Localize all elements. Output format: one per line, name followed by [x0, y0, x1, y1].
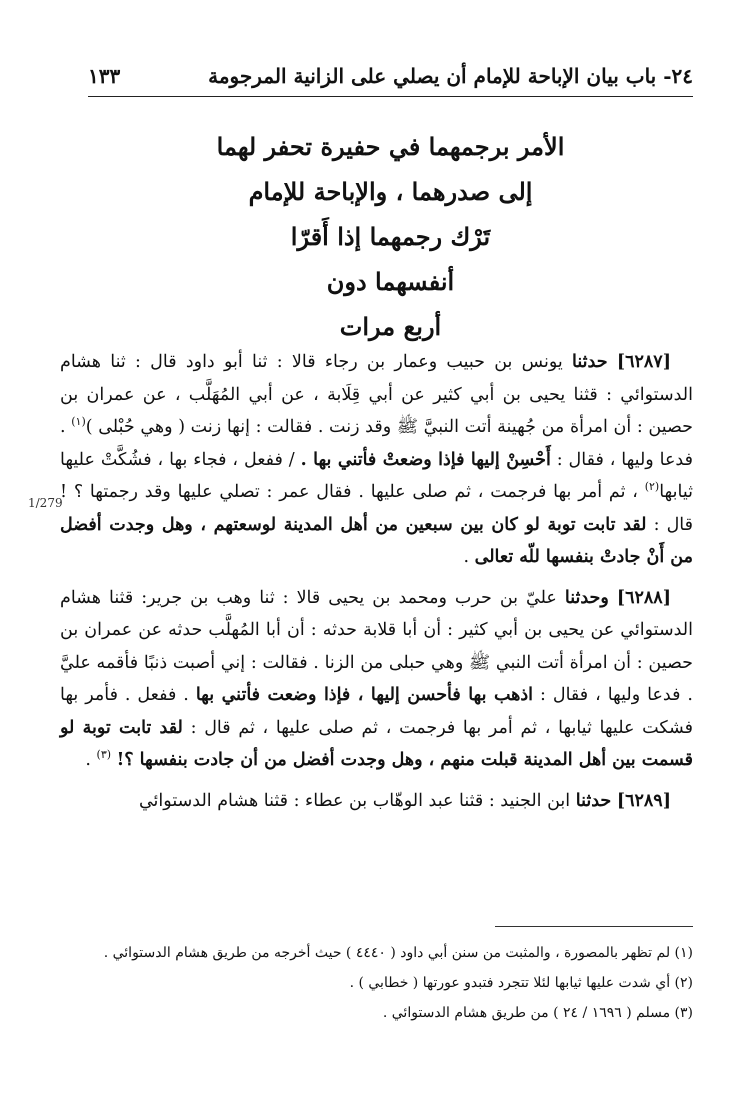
chapter-title — [88, 124, 693, 349]
hadith-text: . — [463, 547, 470, 567]
footnote: (٢) أي شدت عليها ثيابها لئلا تتجرد فتبدو عورتها ( خطابي ) . — [349, 975, 693, 991]
chapter-title-line: أربع مرات — [339, 312, 442, 341]
hadith-paragraph — [60, 346, 693, 574]
hadith-number: [٦٢٨٧] — [616, 352, 671, 372]
prophetic-saying: أَحْسِنْ إليها فإذا وضعتْ فأتني بها . — [300, 449, 551, 470]
page-number: ١٣٣ — [88, 64, 121, 88]
prophetic-saying: لقد تابت توبة لو كان بين سبعين من أهل المدينة لوسعتهم ، وهل وجدت أفضل من أَنْ جادتْ بنفسها للّه تعالى — [60, 514, 693, 567]
hadith-number: [٦٢٨٩] — [616, 790, 671, 811]
hadith-paragraph — [60, 785, 693, 818]
hadith-text: / ففعل ، فجاء بها ، فشُكَّتْ عليها ثيابها — [60, 449, 693, 502]
prophetic-saying: اذهب بها فأحسن إليها ، فإذا وضعت فأتني بها — [195, 685, 534, 705]
footnote-divider — [495, 926, 693, 927]
hadith-paragraph — [60, 582, 693, 777]
chapter-title-line: إلى صدرهما ، والإباحة للإمام — [248, 177, 533, 206]
chapter-title-line: تَرْك رجمهما إذا أَقرّا — [290, 222, 491, 251]
hadith-text: . فدعا وليها ، فقال : — [60, 417, 693, 470]
narration-lead: حدثنا — [572, 352, 608, 372]
running-header-title: ٢٤- باب بيان الإباحة للإمام أن يصلي على الزانية المرجومة — [208, 64, 693, 88]
footnote-ref: (٣) — [96, 748, 112, 762]
footnotes — [90, 938, 693, 1028]
narration-lead: وحدثنا — [564, 587, 609, 608]
main-text — [60, 346, 693, 825]
margin-reference: 1/279 — [28, 496, 63, 510]
hadith-text: يونس بن حبيب وعمار بن رجاء قالا : ثنا أبو داود قال : ثنا هشام الدستوائي : قثنا يحيى بن أبي كثير عن أبي قِلَابة ، عن أبي المُهَلَّب ، عن عمران بن حصين : أن امرأة من جُهينة أتت النبيَّ ﷺ وقد زنت . فقالت : إنها زنت ( وهي حُبْلى ) — [60, 352, 693, 437]
chapter-title-line: أنفسهما دون — [326, 267, 455, 296]
hadith-text: ، ثم أمر بها فرجمت ، ثم صلى عليها . فقال عمر : تصلي عليها وقد رجمتها ؟ ! قال : — [60, 482, 693, 535]
hadith-text: عليّ بن حرب ومحمد بن يحيى قالا : ثنا وهب بن جرير: قثنا هشام الدستوائي عن يحيى بن أبي كثير : أن أبا قلابة حدثه : أن أبا المُهلَّب حدثه عن عمران بن حصين : أن امرأة أتت النبي ﷺ وهي حبلى من الزنا . فقالت : إني أصبت ذنبًا فأقمه عليَّ . فدعا وليها ، فقال : — [60, 587, 693, 705]
footnote: (١) لم تظهر بالمصورة ، والمثبت من سنن أبي داود ( ٤٤٤٠ ) حيث أخرجه من طريق هشام الدستوائي . — [103, 945, 693, 961]
footnote: (٣) مسلم ( ١٦٩٦ / ٢٤ ) من طريق هشام الدستوائي . — [382, 1005, 693, 1021]
hadith-text: . — [85, 750, 91, 770]
prophetic-saying: لقد تابت توبة لو قسمت بين أهل المدينة قبلت منهم ، وهل وجدت أفضل من أن جادت بنفسها ؟! — [60, 717, 693, 770]
hadith-number: [٦٢٨٨] — [616, 587, 671, 608]
running-header — [88, 56, 693, 97]
hadith-text: . ففعل . فأمر بها فشكت عليها ثيابها ، ثم أمر بها فرجمت ، ثم صلى عليها ، ثم قال : — [60, 685, 693, 738]
narration-lead: حدثنا — [575, 790, 612, 811]
footnote-ref: (١) — [71, 415, 86, 429]
footnote-ref: (٢) — [644, 480, 660, 494]
chapter-title-line: الأمر برجمهما في حفيرة تحفر لهما — [216, 132, 565, 161]
hadith-text: ابن الجنيد : قثنا عبد الوهّاب بن عطاء : قثنا هشام الدستوائي — [138, 790, 571, 811]
